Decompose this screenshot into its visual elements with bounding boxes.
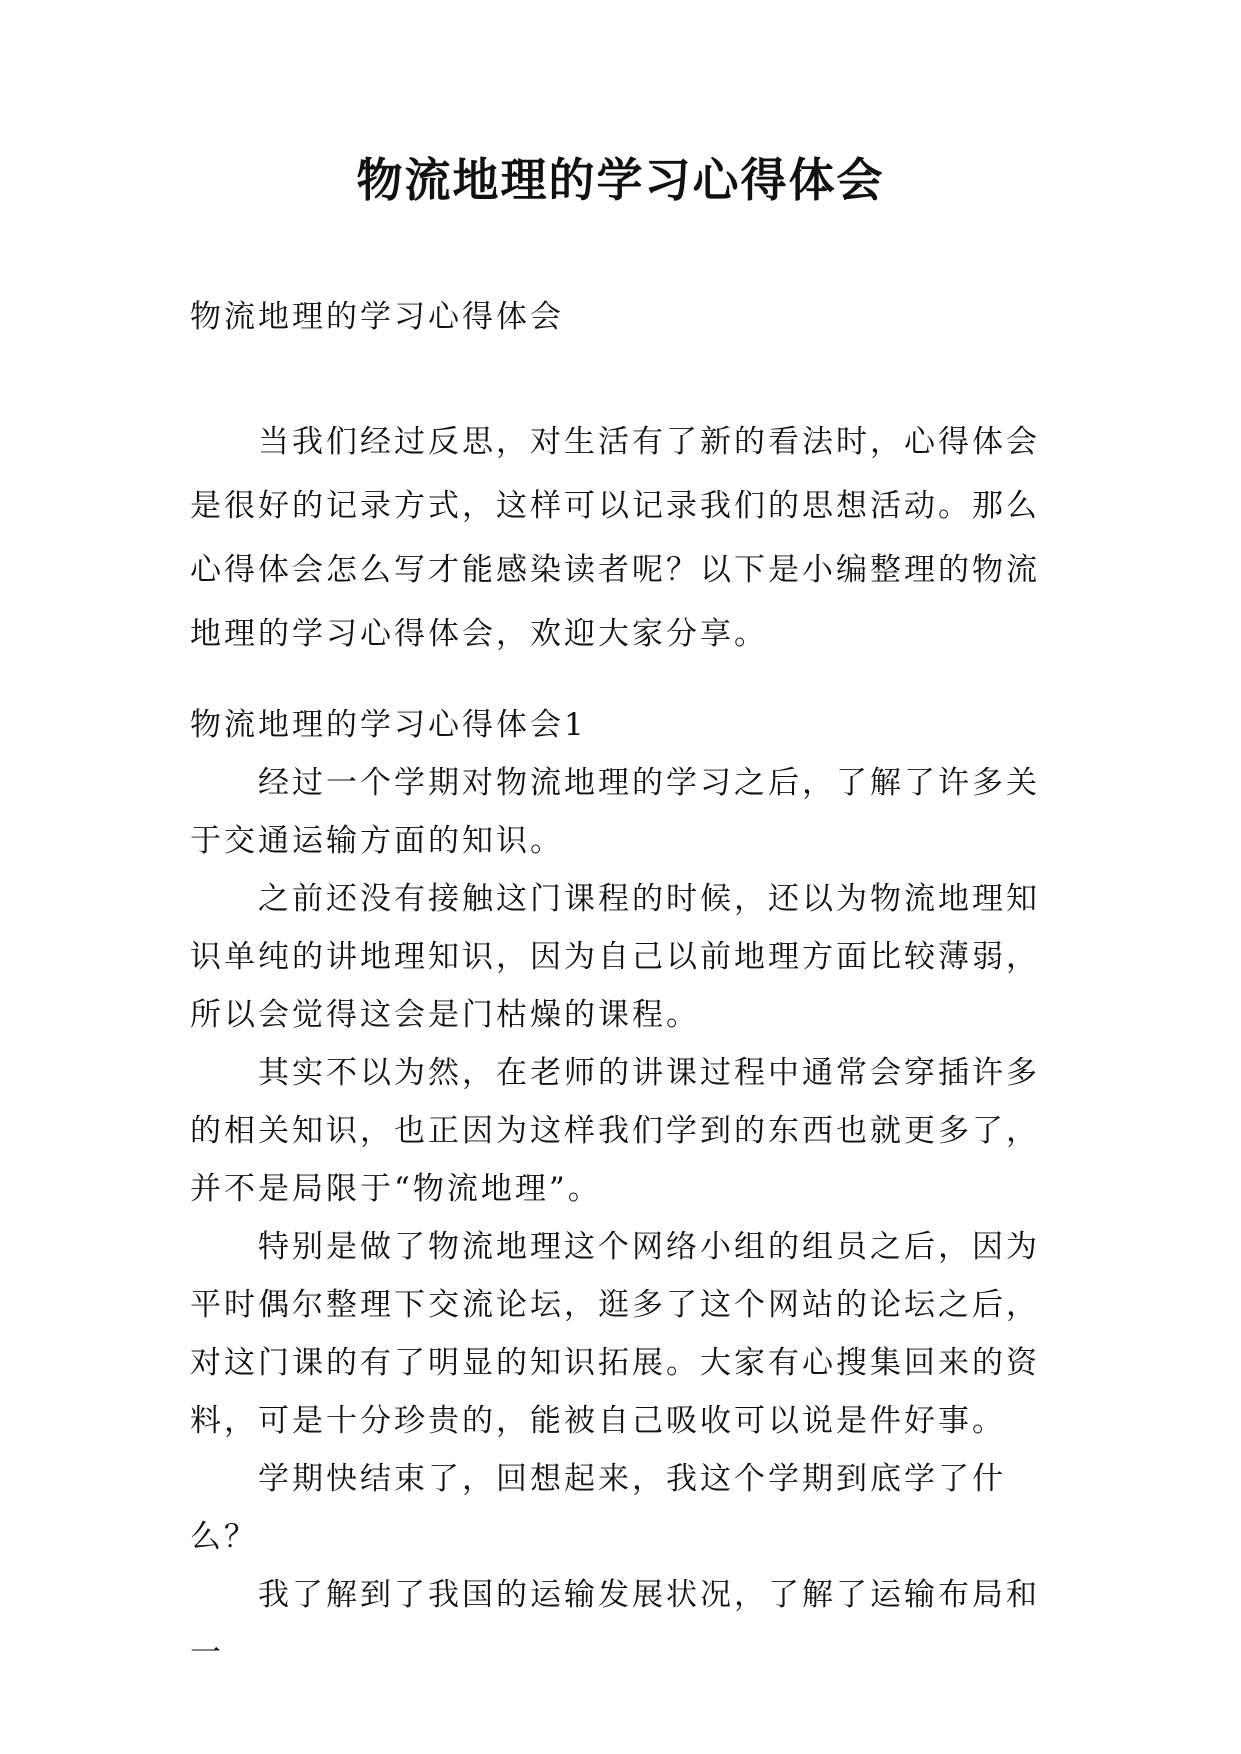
document-subtitle: 物流地理的学习心得体会 [190, 299, 564, 335]
section-heading: 物流地理的学习心得体会1 [190, 707, 587, 743]
paragraph: 之前还没有接触这门课程的时候，还以为物流地理知识单纯的讲地理知识，因为自己以前地理方面比较薄弱，所以会觉得这会是门枯燥的课程。 [190, 881, 1040, 1033]
section-1 [190, 696, 1050, 1682]
paragraph: 我了解到了我国的运输发展状况，了解了运输布局和一 [190, 1577, 1040, 1671]
paragraph: 其实不以为然，在老师的讲课过程中通常会穿插许多的相关知识，也正因为这样我们学到的东西也就更多了，并不是局限于“物流地理”。 [190, 1055, 1040, 1207]
paragraph: 学期快结束了，回想起来，我这个学期到底学了什么？ [190, 1461, 1006, 1555]
paragraph: 经过一个学期对物流地理的学习之后，了解了许多关于交通运输方面的知识。 [190, 765, 1040, 859]
document-title: 物流地理的学习心得体会 [356, 153, 885, 207]
intro-paragraph: 当我们经过反思，对生活有了新的看法时，心得体会是很好的记录方式，这样可以记录我们的思想活动。那么心得体会怎么写才能感染读者呢？以下是小编整理的物流地理的学习心得体会，欢迎大家分享。 [190, 424, 1040, 652]
paragraph: 特别是做了物流地理这个网络小组的组员之后，因为平时偶尔整理下交流论坛，逛多了这个网站的论坛之后，对这门课的有了明显的知识拓展。大家有心搜集回来的资料，可是十分珍贵的，能被自己吸收可以说是件好事。 [190, 1229, 1040, 1439]
